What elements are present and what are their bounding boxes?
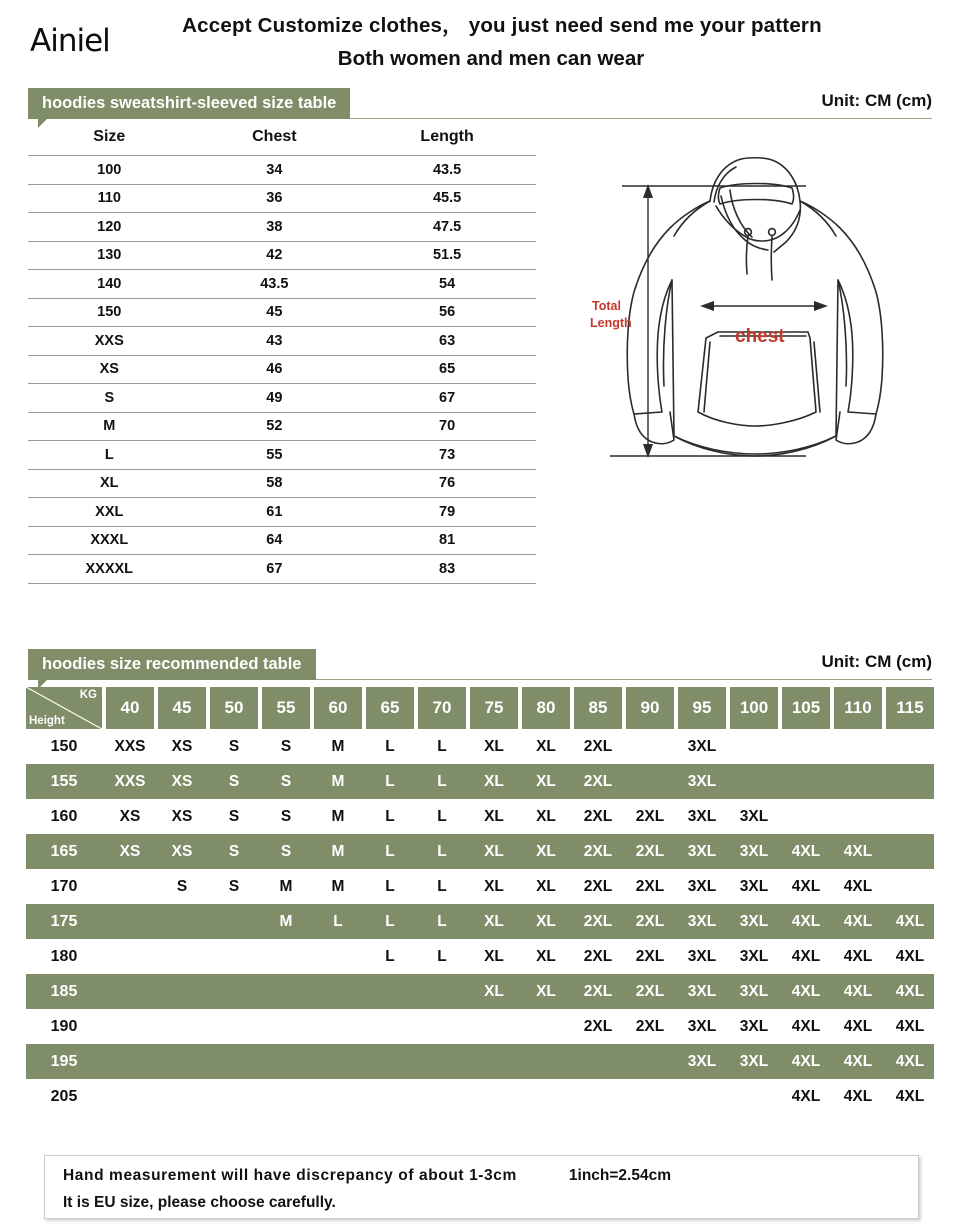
- weight-header-cell: 55: [262, 687, 310, 729]
- table-row: [28, 412, 536, 441]
- recommend-cell: 2XL: [583, 877, 613, 895]
- recommend-header-row: [0, 687, 960, 729]
- recommend-cell: 4XL: [843, 982, 873, 1000]
- recommend-cell: 3XL: [739, 912, 769, 930]
- cell-length: 51.5: [358, 241, 536, 270]
- cell-chest: 46: [191, 355, 359, 384]
- recommend-row: [26, 1009, 934, 1044]
- recommend-cell: XL: [484, 877, 504, 895]
- weight-header-cell: 115: [886, 687, 934, 729]
- cell-length: 83: [358, 555, 536, 584]
- recommend-cell: 3XL: [687, 912, 717, 930]
- weight-header-cell: 90: [626, 687, 674, 729]
- recommend-cell: 3XL: [739, 982, 769, 1000]
- weight-header-cell: 50: [210, 687, 258, 729]
- recommend-cell: XS: [171, 807, 193, 825]
- recommend-cell: XL: [536, 877, 556, 895]
- weight-header-cell: 95: [678, 687, 726, 729]
- cell-chest: 42: [191, 241, 359, 270]
- cell-chest: 34: [191, 156, 359, 185]
- recommend-cell: L: [437, 912, 447, 930]
- axis-corner-cell: [26, 687, 102, 729]
- cell-length: 81: [358, 526, 536, 555]
- hoodie-diagram: [570, 146, 940, 476]
- recommend-cell: L: [437, 877, 447, 895]
- recommend-cell: 4XL: [843, 912, 873, 930]
- recommend-cell: 4XL: [791, 912, 821, 930]
- cell-chest: 67: [191, 555, 359, 584]
- headline-line-2: Both women and men can wear: [337, 47, 645, 70]
- size-table-banner-row: [0, 88, 960, 126]
- cell-chest: 36: [191, 184, 359, 213]
- height-header-cell: 180: [50, 947, 78, 965]
- note-discrepancy-text: Hand measurement will have discrepancy of about 1-3cm: [63, 1167, 517, 1184]
- recommend-cell: L: [333, 912, 343, 930]
- table-row: [28, 241, 536, 270]
- recommend-cell: 4XL: [843, 947, 873, 965]
- recommend-cell: XL: [536, 947, 556, 965]
- recommend-cell: L: [385, 842, 395, 860]
- recommend-cell: 2XL: [583, 947, 613, 965]
- size-table-unit: Unit: CM (cm): [821, 91, 932, 110]
- height-header-cell: 150: [50, 737, 78, 755]
- cell-size: S: [28, 384, 191, 413]
- height-header-cell: 170: [50, 877, 78, 895]
- recommend-cell: M: [331, 772, 345, 790]
- recommend-cell: 4XL: [791, 1017, 821, 1035]
- recommend-cell: XXS: [114, 772, 146, 790]
- recommend-cell: XXS: [114, 737, 146, 755]
- recommend-cell: 3XL: [739, 947, 769, 965]
- recommend-cell: 2XL: [635, 807, 665, 825]
- weight-header-cell: 70: [418, 687, 466, 729]
- recommend-cell: 4XL: [895, 912, 925, 930]
- recommend-cell: M: [331, 842, 345, 860]
- table-row: [28, 156, 536, 185]
- recommend-cell: 4XL: [895, 1052, 925, 1070]
- recommend-cell: L: [385, 807, 395, 825]
- cell-length: 56: [358, 298, 536, 327]
- headline-block: [0, 0, 960, 71]
- recommend-cell: 2XL: [583, 842, 613, 860]
- cell-length: 43.5: [358, 156, 536, 185]
- recommend-cell: S: [228, 877, 240, 895]
- page-header: [0, 0, 960, 88]
- recommend-cell: XL: [536, 737, 556, 755]
- cell-size: 150: [28, 298, 191, 327]
- col-header-size: Size: [28, 126, 191, 156]
- recommend-cell: 4XL: [791, 842, 821, 860]
- recommend-cell: S: [176, 877, 188, 895]
- recommend-cell: L: [437, 737, 447, 755]
- recommend-table-banner: hoodies size recommended table: [28, 649, 316, 680]
- recommend-cell: 3XL: [739, 1017, 769, 1035]
- recommend-cell: 2XL: [635, 947, 665, 965]
- cell-chest: 43: [191, 327, 359, 356]
- table-row: [28, 213, 536, 242]
- recommend-row: [26, 1079, 934, 1114]
- recommend-cell: 2XL: [583, 1017, 613, 1035]
- table-row: [28, 469, 536, 498]
- table-row: [28, 498, 536, 527]
- cell-chest: 55: [191, 441, 359, 470]
- recommend-cell: 4XL: [843, 842, 873, 860]
- recommend-row: [26, 799, 934, 834]
- cell-chest: 58: [191, 469, 359, 498]
- cell-length: 54: [358, 270, 536, 299]
- cell-size: M: [28, 412, 191, 441]
- recommend-cell: 4XL: [895, 947, 925, 965]
- recommend-row: [26, 729, 934, 764]
- recommend-cell: 4XL: [843, 1087, 873, 1105]
- cell-chest: 64: [191, 526, 359, 555]
- weight-header-cell: 75: [470, 687, 518, 729]
- col-header-length: Length: [358, 126, 536, 156]
- cell-length: 73: [358, 441, 536, 470]
- weight-header-cell: 65: [366, 687, 414, 729]
- recommend-cell: 3XL: [687, 807, 717, 825]
- recommend-cell: S: [228, 842, 240, 860]
- table-row: [28, 441, 536, 470]
- table-row: [28, 327, 536, 356]
- recommend-cell: 4XL: [895, 1087, 925, 1105]
- recommend-cell: 3XL: [687, 842, 717, 860]
- cell-size: XXXXL: [28, 555, 191, 584]
- recommend-row: [26, 904, 934, 939]
- recommend-cell: XL: [536, 982, 556, 1000]
- measurement-note: [44, 1155, 919, 1219]
- recommend-cell: L: [437, 947, 447, 965]
- recommend-cell: XS: [171, 842, 193, 860]
- size-table-banner: hoodies sweatshirt-sleeved size table: [28, 88, 350, 119]
- recommend-table-unit: Unit: CM (cm): [821, 652, 932, 671]
- recommend-cell: 2XL: [583, 737, 613, 755]
- col-header-chest: Chest: [191, 126, 359, 156]
- recommend-cell: 3XL: [739, 842, 769, 860]
- recommend-cell: XL: [536, 807, 556, 825]
- cell-size: 140: [28, 270, 191, 299]
- total-length-label-1: Total: [592, 299, 621, 313]
- recommend-cell: L: [385, 912, 395, 930]
- recommend-cell: XS: [119, 842, 141, 860]
- recommend-cell: 4XL: [791, 877, 821, 895]
- recommend-cell: S: [280, 842, 292, 860]
- recommend-row: [26, 869, 934, 904]
- recommend-cell: 4XL: [791, 982, 821, 1000]
- recommend-cell: 2XL: [635, 912, 665, 930]
- recommend-cell: 2XL: [635, 877, 665, 895]
- weight-header-cell: 45: [158, 687, 206, 729]
- cell-size: XL: [28, 469, 191, 498]
- recommend-cell: XL: [484, 842, 504, 860]
- recommend-cell: XL: [484, 912, 504, 930]
- note-inch-conversion: 1inch=2.54cm: [568, 1167, 671, 1184]
- headline-line-1: Accept Customize clothes， you just need send me your pattern: [182, 14, 822, 37]
- recommend-cell: S: [280, 737, 292, 755]
- cell-length: 63: [358, 327, 536, 356]
- weight-header-cell: 40: [106, 687, 154, 729]
- recommend-cell: 4XL: [843, 1052, 873, 1070]
- cell-chest: 45: [191, 298, 359, 327]
- recommend-cell: XL: [484, 807, 504, 825]
- recommend-cell: XS: [119, 807, 141, 825]
- table-row: [28, 298, 536, 327]
- cell-size: XXL: [28, 498, 191, 527]
- cell-length: 79: [358, 498, 536, 527]
- recommend-body: [0, 729, 960, 1114]
- height-header-cell: 155: [50, 772, 78, 790]
- size-table-section: [0, 126, 960, 649]
- total-length-label-2: Length: [590, 316, 632, 330]
- recommend-cell: 3XL: [687, 877, 717, 895]
- recommend-cell: 4XL: [843, 877, 873, 895]
- recommend-cell: L: [385, 737, 395, 755]
- recommend-cell: 3XL: [687, 772, 717, 790]
- recommend-cell: XL: [484, 947, 504, 965]
- cell-size: XXS: [28, 327, 191, 356]
- axis-label-height: Height: [29, 715, 65, 727]
- recommend-cell: 4XL: [791, 947, 821, 965]
- recommend-cell: 4XL: [895, 982, 925, 1000]
- cell-chest: 43.5: [191, 270, 359, 299]
- recommend-cell: 3XL: [687, 982, 717, 1000]
- height-header-cell: 175: [50, 912, 78, 930]
- recommend-row: [26, 764, 934, 799]
- recommend-row: [26, 834, 934, 869]
- table-row: [28, 270, 536, 299]
- recommend-cell: S: [228, 737, 240, 755]
- recommend-cell: 2XL: [583, 982, 613, 1000]
- height-header-cell: 165: [50, 842, 78, 860]
- recommend-cell: 3XL: [687, 1017, 717, 1035]
- cell-chest: 61: [191, 498, 359, 527]
- recommend-row: [26, 939, 934, 974]
- height-header-cell: 185: [50, 982, 78, 1000]
- cell-length: 67: [358, 384, 536, 413]
- recommend-cell: M: [331, 877, 345, 895]
- recommend-cell: L: [385, 877, 395, 895]
- note-line-2: It is EU size, please choose carefully.: [63, 1194, 336, 1211]
- recommend-cell: L: [385, 947, 395, 965]
- brand-logo: Ainiel: [30, 23, 110, 59]
- recommend-cell: 2XL: [635, 1017, 665, 1035]
- recommend-cell: S: [228, 807, 240, 825]
- recommend-cell: XL: [536, 912, 556, 930]
- note-line-1: [63, 1167, 918, 1185]
- recommend-cell: L: [437, 772, 447, 790]
- recommend-cell: 2XL: [635, 842, 665, 860]
- height-header-cell: 205: [50, 1087, 78, 1105]
- hoodie-size-table: [28, 126, 536, 584]
- height-header-cell: 160: [50, 807, 78, 825]
- cell-size: 110: [28, 184, 191, 213]
- recommend-cell: 2XL: [583, 807, 613, 825]
- recommend-cell: 3XL: [687, 737, 717, 755]
- weight-header-cell: 105: [782, 687, 830, 729]
- cell-size: L: [28, 441, 191, 470]
- recommend-cell: S: [280, 772, 292, 790]
- recommend-cell: XL: [484, 772, 504, 790]
- recommend-cell: 3XL: [687, 1052, 717, 1070]
- recommend-cell: L: [385, 772, 395, 790]
- weight-header-cell: 85: [574, 687, 622, 729]
- recommend-table-banner-row: [0, 649, 960, 687]
- cell-chest: 49: [191, 384, 359, 413]
- height-header-cell: 190: [50, 1017, 78, 1035]
- table-header-row: [28, 126, 536, 156]
- table-row: [28, 184, 536, 213]
- weight-header-cell: 110: [834, 687, 882, 729]
- recommend-cell: XS: [171, 772, 193, 790]
- axis-label-kg: KG: [79, 689, 97, 701]
- recommend-cell: 4XL: [791, 1052, 821, 1070]
- table-row: [28, 384, 536, 413]
- recommend-cell: S: [228, 772, 240, 790]
- recommend-cell: XL: [536, 842, 556, 860]
- recommend-cell: XL: [536, 772, 556, 790]
- table-row: [28, 555, 536, 584]
- weight-header-cell: 100: [730, 687, 778, 729]
- recommend-cell: M: [279, 877, 293, 895]
- cell-size: 120: [28, 213, 191, 242]
- recommend-cell: 3XL: [739, 877, 769, 895]
- recommend-cell: 4XL: [843, 1017, 873, 1035]
- recommend-cell: M: [331, 807, 345, 825]
- recommend-table-section: [0, 687, 960, 1114]
- weight-header-cell: 60: [314, 687, 362, 729]
- cell-chest: 52: [191, 412, 359, 441]
- recommend-cell: 3XL: [687, 947, 717, 965]
- table-row: [28, 526, 536, 555]
- cell-length: 76: [358, 469, 536, 498]
- cell-length: 45.5: [358, 184, 536, 213]
- cell-length: 65: [358, 355, 536, 384]
- cell-size: 100: [28, 156, 191, 185]
- cell-length: 47.5: [358, 213, 536, 242]
- recommend-cell: 2XL: [583, 772, 613, 790]
- recommend-cell: S: [280, 807, 292, 825]
- recommend-cell: M: [279, 912, 293, 930]
- recommend-cell: 2XL: [635, 982, 665, 1000]
- cell-chest: 38: [191, 213, 359, 242]
- recommend-cell: L: [437, 842, 447, 860]
- recommend-cell: XL: [484, 982, 504, 1000]
- height-header-cell: 195: [50, 1052, 78, 1070]
- recommend-cell: M: [331, 737, 345, 755]
- recommend-cell: XS: [171, 737, 193, 755]
- weight-header-cell: 80: [522, 687, 570, 729]
- recommend-cell: 4XL: [791, 1087, 821, 1105]
- cell-size: XXXL: [28, 526, 191, 555]
- table-row: [28, 355, 536, 384]
- recommend-cell: 3XL: [739, 807, 769, 825]
- recommend-cell: 2XL: [583, 912, 613, 930]
- recommend-cell: 4XL: [895, 1017, 925, 1035]
- recommend-row: [26, 1044, 934, 1079]
- cell-length: 70: [358, 412, 536, 441]
- cell-size: 130: [28, 241, 191, 270]
- recommend-cell: 3XL: [739, 1052, 769, 1070]
- recommend-row: [26, 974, 934, 1009]
- chest-label: chest: [735, 326, 785, 347]
- recommend-cell: XL: [484, 737, 504, 755]
- recommend-cell: L: [437, 807, 447, 825]
- cell-size: XS: [28, 355, 191, 384]
